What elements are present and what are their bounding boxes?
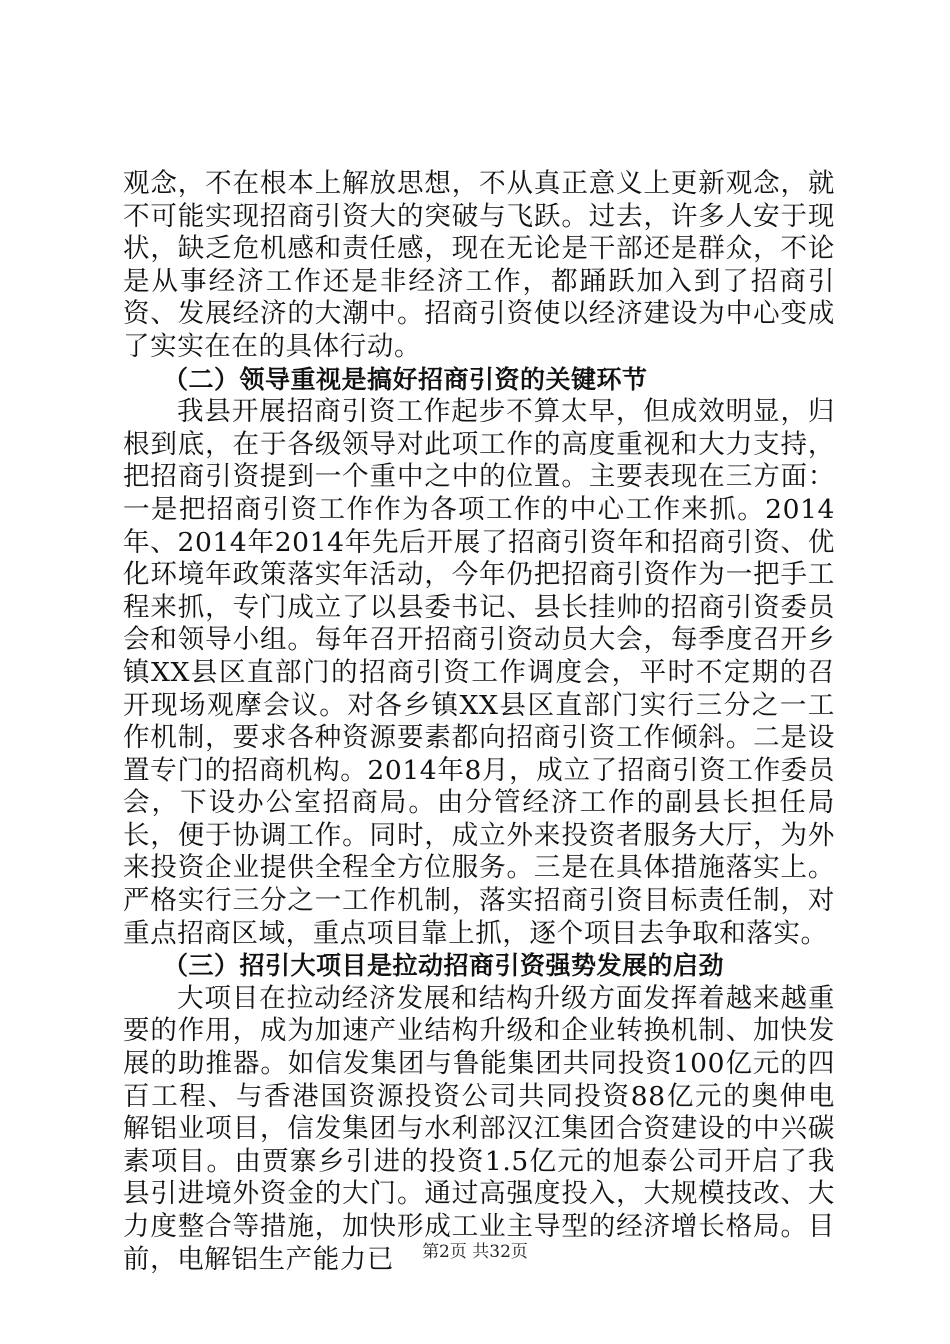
section-heading-2: （二）领导重视是搞好招商引资的关键环节 [163,364,648,394]
document-body [123,168,835,1276]
paragraph-major-projects: 大项目在拉动经济发展和结构升级方面发挥着越来越重要的作用，成为加速产业结构升级和企业转换机制、加快发展的助推器。如信发集团与鲁能集团共同投资100亿元的四百工程、与香港国资源投资公司共同投资88亿元的奥伸电解铝业项目，信发集团与水利部汉江集团合资建设的中兴碳素项目。由贾寨乡引进的投资1.5亿元的旭泰公司开启了我县引进境外资金的大门。通过高强度投入，大规模技改、大力度整合等措施，加快形成工业主导型的经济增长格局。目前，电解铝生产能力已 [123,982,835,1275]
paragraph-leadership: 我县开展招商引资工作起步不算太早，但成效明显，归根到底，在于各级领导对此项工作的高度重视和大力支持，把招商引资提到一个重中之中的位置。主要表现在三方面：一是把招商引资工作作为各项工作的中心工作来抓。2014年、2014年2014年先后开展了招商引资年和招商引资、优化环境年政策落实年活动，今年仍把招商引资作为一把手工程来抓，专门成立了以县委书记、县长挂帅的招商引资委员会和领导小组。每年召开招商引资动员大会，每季度召开乡镇XX县区直部门的招商引资工作调度会，平时不定期的召开现场观摩会议。对各乡镇XX县区直部门实行三分之一工作机制，要求各种资源要素都向招商引资工作倾斜。二是设置专门的招商机构。2014年8月，成立了招商引资工作委员会，下设办公室招商局。由分管经济工作的副县长担任局长，便于协调工作。同时，成立外来投资者服务大厅，为外来投资企业提供全程全方位服务。三是在具体措施落实上。严格实行三分之一工作机制，落实招商引资目标责任制，对重点招商区域，重点项目靠上抓，逐个项目去争取和落实。 [123,396,835,949]
section-heading-3: （三）招引大项目是拉动招商引资强势发展的启劲 [163,951,725,981]
page-number-footer: 第2页 共32页 [422,1242,528,1262]
paragraph-intro: 观念，不在根本上解放思想，不从真正意义上更新观念，就不可能实现招商引资大的突破与飞跃。过去，许多人安于现状，缺乏危机感和责任感，现在无论是干部还是群众，不论是从事经济工作还是非经济工作，都踊跃加入到了招商引资、发展经济的大潮中。招商引资使以经济建设为中心变成了实实在在的具体行动。 [123,168,835,362]
